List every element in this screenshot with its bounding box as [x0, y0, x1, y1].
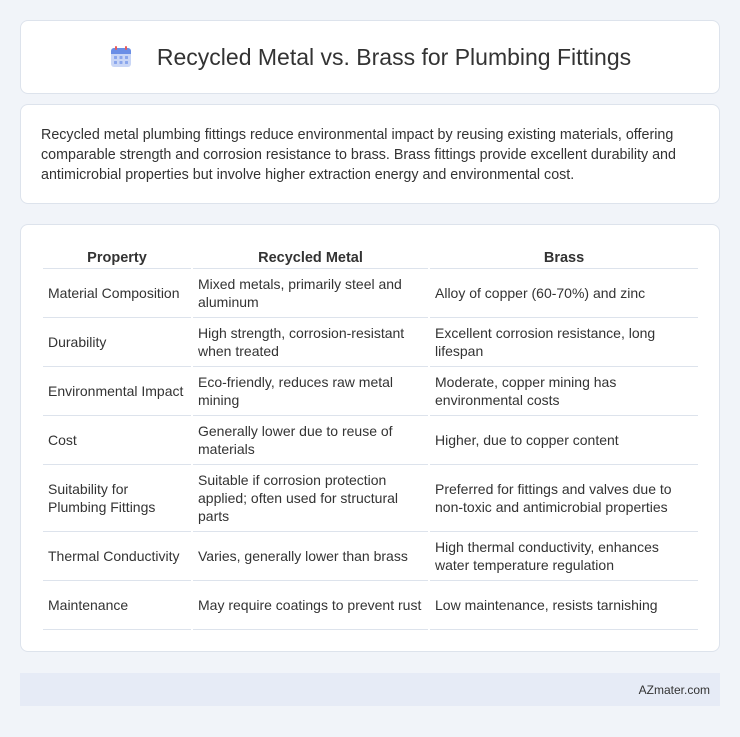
recycled-metal-cell: May require coatings to prevent rust: [193, 581, 428, 630]
table-row: [43, 367, 698, 416]
table-row: [43, 532, 698, 581]
brass-cell: Higher, due to copper content: [430, 416, 698, 465]
recycled-metal-cell: Eco-friendly, reduces raw metal mining: [193, 367, 428, 416]
comparison-table: [41, 245, 700, 630]
property-cell: Maintenance: [43, 581, 191, 630]
recycled-metal-cell: Generally lower due to reuse of materials: [193, 416, 428, 465]
calendar-icon: [109, 45, 133, 69]
column-header-property: Property: [43, 245, 191, 269]
footer-site-name: AZmater.com: [638, 682, 710, 697]
property-cell: Cost: [43, 416, 191, 465]
recycled-metal-cell: Suitable if corrosion protection applied; often used for structural parts: [193, 465, 428, 532]
summary-card: [20, 104, 720, 204]
table-row: [43, 318, 698, 367]
table-header-row: [43, 245, 698, 269]
header: [109, 44, 631, 71]
table-row: [43, 465, 698, 532]
property-cell: Environmental Impact: [43, 367, 191, 416]
footer-bar: [20, 673, 720, 706]
brass-cell: Excellent corrosion resistance, long lifespan: [430, 318, 698, 367]
column-header-recycled-metal: Recycled Metal: [193, 245, 428, 269]
recycled-metal-cell: Mixed metals, primarily steel and aluminum: [193, 269, 428, 318]
property-cell: Suitability for Plumbing Fittings: [43, 465, 191, 532]
table-row: [43, 416, 698, 465]
recycled-metal-cell: High strength, corrosion-resistant when treated: [193, 318, 428, 367]
comparison-table-card: [20, 224, 720, 652]
property-cell: Material Composition: [43, 269, 191, 318]
table-row: [43, 581, 698, 630]
column-header-brass: Brass: [430, 245, 698, 269]
property-cell: Durability: [43, 318, 191, 367]
brass-cell: Low maintenance, resists tarnishing: [430, 581, 698, 630]
table-row: [43, 269, 698, 318]
property-cell: Thermal Conductivity: [43, 532, 191, 581]
recycled-metal-cell: Varies, generally lower than brass: [193, 532, 428, 581]
brass-cell: Moderate, copper mining has environmental costs: [430, 367, 698, 416]
brass-cell: High thermal conductivity, enhances water temperature regulation: [430, 532, 698, 581]
page-title: Recycled Metal vs. Brass for Plumbing Fittings: [156, 43, 632, 70]
summary-text: Recycled metal plumbing fittings reduce environmental impact by reusing existing materials, offering comparable strength and corrosion resistance to brass. Brass fittings provide excellent durability and antimicrobial properties but involve higher extraction energy and environmental cost.: [41, 127, 676, 183]
header-card: [20, 20, 720, 94]
brass-cell: Alloy of copper (60-70%) and zinc: [430, 269, 698, 318]
brass-cell: Preferred for fittings and valves due to non-toxic and antimicrobial properties: [430, 465, 698, 532]
